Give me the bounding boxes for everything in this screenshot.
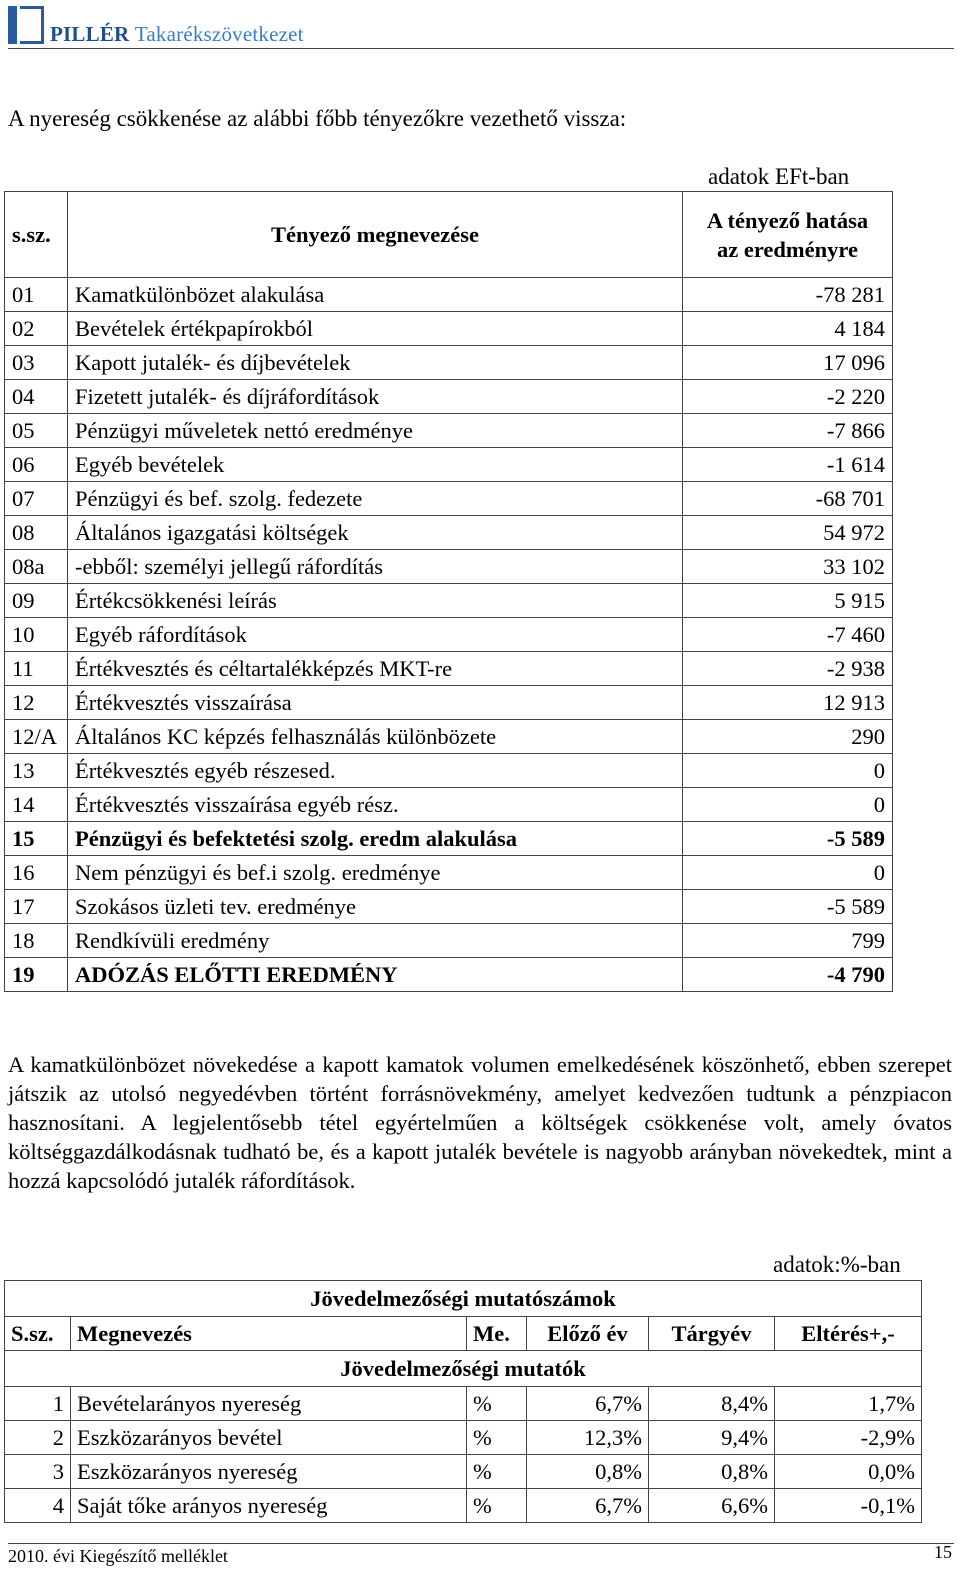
row-diff: 0,0% <box>775 1455 922 1489</box>
row-unit: % <box>467 1455 527 1489</box>
footer-text: 2010. évi Kiegészítő melléklet <box>8 1546 228 1566</box>
table-row <box>5 958 893 992</box>
row-num: 06 <box>5 448 68 482</box>
profitability-table <box>4 1280 922 1523</box>
row-name: Értékvesztés visszaírása <box>68 686 683 720</box>
row-num: 15 <box>5 822 68 856</box>
row-value: 0 <box>683 788 893 822</box>
table-row <box>5 346 893 380</box>
row-value: -2 938 <box>683 652 893 686</box>
row-name: Kapott jutalék- és díjbevételek <box>68 346 683 380</box>
brand-name <box>50 22 304 47</box>
row-value: -7 460 <box>683 618 893 652</box>
table-row <box>5 720 893 754</box>
row-diff: -2,9% <box>775 1421 922 1455</box>
row-num: 17 <box>5 890 68 924</box>
table1-unit: adatok EFt-ban <box>708 164 850 189</box>
table2-unit: adatok:%-ban <box>773 1252 901 1277</box>
table-row <box>5 1455 922 1489</box>
header-name: Tényező megnevezése <box>68 192 683 278</box>
table-row <box>5 516 893 550</box>
row-name: Kamatkülönbözet alakulása <box>68 278 683 312</box>
table-row <box>5 754 893 788</box>
profitability-header-row <box>5 1317 922 1351</box>
row-num: 08 <box>5 516 68 550</box>
table-row <box>5 652 893 686</box>
row-value: 12 913 <box>683 686 893 720</box>
row-name: Értékvesztés egyéb részesed. <box>68 754 683 788</box>
profitability-subtitle: Jövedelmezőségi mutatók <box>5 1351 922 1387</box>
row-value: -68 701 <box>683 482 893 516</box>
table-row <box>5 890 893 924</box>
row-prev: 12,3% <box>527 1421 649 1455</box>
row-name: Bevételarányos nyereség <box>71 1387 467 1421</box>
header-num: s.sz. <box>5 192 68 278</box>
row-name: Nem pénzügyi és bef.i szolg. eredménye <box>68 856 683 890</box>
brand-rest: Takarékszövetkezet <box>134 22 304 46</box>
intro-text: A nyereség csökkenése az alábbi főbb tényezőkre vezethető vissza: <box>8 106 627 131</box>
table-row <box>5 924 893 958</box>
row-value: -1 614 <box>683 448 893 482</box>
row-prev: 0,8% <box>527 1455 649 1489</box>
row-num: 01 <box>5 278 68 312</box>
row-value: 799 <box>683 924 893 958</box>
row-name: Szokásos üzleti tev. eredménye <box>68 890 683 924</box>
row-unit: % <box>467 1421 527 1455</box>
table-row <box>5 278 893 312</box>
header-prev-year: Előző év <box>527 1317 649 1351</box>
table-row <box>5 414 893 448</box>
row-num: 08a <box>5 550 68 584</box>
profitability-title-row <box>5 1281 922 1317</box>
table-row <box>5 448 893 482</box>
row-num: 04 <box>5 380 68 414</box>
row-value: 290 <box>683 720 893 754</box>
table-row <box>5 618 893 652</box>
table-row <box>5 312 893 346</box>
row-name: Egyéb ráfordítások <box>68 618 683 652</box>
row-num: 12/A <box>5 720 68 754</box>
row-value: -78 281 <box>683 278 893 312</box>
table-row <box>5 550 893 584</box>
row-value: 0 <box>683 754 893 788</box>
row-num: 07 <box>5 482 68 516</box>
row-name: Bevételek értékpapírokból <box>68 312 683 346</box>
row-name: Értékvesztés visszaírása egyéb rész. <box>68 788 683 822</box>
table-row <box>5 856 893 890</box>
row-value: -5 589 <box>683 822 893 856</box>
row-curr: 6,6% <box>649 1489 775 1523</box>
table-row <box>5 822 893 856</box>
row-name: Eszközarányos bevétel <box>71 1421 467 1455</box>
row-unit: % <box>467 1489 527 1523</box>
row-value: -2 220 <box>683 380 893 414</box>
table-row <box>5 1387 922 1421</box>
row-num: 12 <box>5 686 68 720</box>
row-value: -5 589 <box>683 890 893 924</box>
table-row <box>5 584 893 618</box>
profitability-title: Jövedelmezőségi mutatószámok <box>5 1281 922 1317</box>
row-value: 33 102 <box>683 550 893 584</box>
row-num: 4 <box>5 1489 71 1523</box>
row-name: Általános KC képzés felhasználás különbözete <box>68 720 683 754</box>
row-curr: 8,4% <box>649 1387 775 1421</box>
row-value: 17 096 <box>683 346 893 380</box>
brand-bold: PILLÉR <box>50 22 130 46</box>
row-name: Rendkívüli eredmény <box>68 924 683 958</box>
page-header <box>0 0 960 52</box>
row-prev: 6,7% <box>527 1387 649 1421</box>
footer-divider <box>8 1543 954 1544</box>
header-ssz: S.sz. <box>5 1317 71 1351</box>
row-curr: 9,4% <box>649 1421 775 1455</box>
row-name: Egyéb bevételek <box>68 448 683 482</box>
row-name: Eszközarányos nyereség <box>71 1455 467 1489</box>
row-name: ADÓZÁS ELŐTTI EREDMÉNY <box>68 958 683 992</box>
row-name: Pénzügyi és bef. szolg. fedezete <box>68 482 683 516</box>
row-diff: -0,1% <box>775 1489 922 1523</box>
row-num: 16 <box>5 856 68 890</box>
row-value: 5 915 <box>683 584 893 618</box>
header-divider <box>8 48 954 49</box>
row-num: 3 <box>5 1455 71 1489</box>
factors-table-header <box>5 192 893 278</box>
header-effect <box>683 192 893 278</box>
header-me: Me. <box>467 1317 527 1351</box>
row-num: 19 <box>5 958 68 992</box>
table-row <box>5 788 893 822</box>
row-value: 4 184 <box>683 312 893 346</box>
table-row <box>5 380 893 414</box>
table-row <box>5 1421 922 1455</box>
profitability-subtitle-row <box>5 1351 922 1387</box>
row-prev: 6,7% <box>527 1489 649 1523</box>
row-num: 18 <box>5 924 68 958</box>
row-value: -7 866 <box>683 414 893 448</box>
table-row <box>5 686 893 720</box>
row-value: -4 790 <box>683 958 893 992</box>
row-unit: % <box>467 1387 527 1421</box>
header-effect-line1: A tényező hatása <box>706 207 869 233</box>
row-name: Értékvesztés és céltartalékképzés MKT-re <box>68 652 683 686</box>
factors-table <box>4 191 893 992</box>
row-name: Általános igazgatási költségek <box>68 516 683 550</box>
header-megnevezes: Megnevezés <box>71 1317 467 1351</box>
row-name: Pénzügyi műveletek nettó eredménye <box>68 414 683 448</box>
row-curr: 0,8% <box>649 1455 775 1489</box>
table-row <box>5 1489 922 1523</box>
explanation-paragraph: A kamatkülönbözet növekedése a kapott kamatok volumen emelkedésének köszönhető, ebben szerepet játszik az utolsó negyedévben történt forrásnövekmény, amelyet kedvezően tudtunk a pénzpiacon hasznosítani. A legjelentősebb tétel egyértelműen a költségek csökkenése volt, amely óvatos költséggazdálkodásnak tudható be, és a kapott jutalék bevétele is nagyobb arányban növekedtek, mint a hozzá kapcsolódó jutalék ráfordítások. <box>8 1052 952 1193</box>
row-value: 0 <box>683 856 893 890</box>
row-num: 13 <box>5 754 68 788</box>
row-num: 2 <box>5 1421 71 1455</box>
row-name: Értékcsökkenési leírás <box>68 584 683 618</box>
row-num: 11 <box>5 652 68 686</box>
row-name: Pénzügyi és befektetési szolg. eredm alakulása <box>68 822 683 856</box>
row-name: Saját tőke arányos nyereség <box>71 1489 467 1523</box>
row-value: 54 972 <box>683 516 893 550</box>
header-effect-line2: az eredményre <box>717 236 858 262</box>
row-name: Fizetett jutalék- és díjráfordítások <box>68 380 683 414</box>
logo-icon <box>8 6 44 44</box>
row-num: 02 <box>5 312 68 346</box>
row-diff: 1,7% <box>775 1387 922 1421</box>
row-num: 05 <box>5 414 68 448</box>
row-name: -ebből: személyi jellegű ráfordítás <box>68 550 683 584</box>
row-num: 03 <box>5 346 68 380</box>
row-num: 10 <box>5 618 68 652</box>
row-num: 09 <box>5 584 68 618</box>
header-curr-year: Tárgyév <box>649 1317 775 1351</box>
row-num: 14 <box>5 788 68 822</box>
header-diff: Eltérés+,- <box>775 1317 922 1351</box>
table-row <box>5 482 893 516</box>
row-num: 1 <box>5 1387 71 1421</box>
page-number: 15 <box>934 1542 952 1562</box>
